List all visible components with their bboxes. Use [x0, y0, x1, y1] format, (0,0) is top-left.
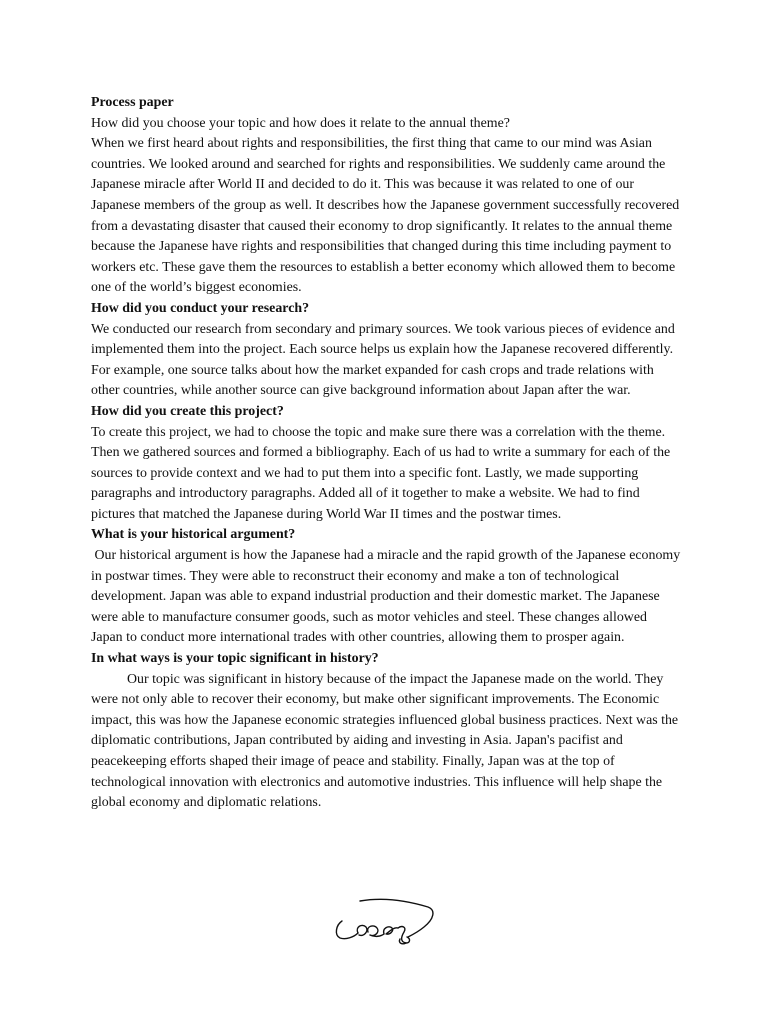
question-research: How did you conduct your research? [91, 300, 310, 316]
handwritten-signature-icon [328, 897, 438, 947]
answer-research: We conducted our research from secondary and primary sources. We took various pieces of evidence and implemented them into the project. Each source helps us explain how the Japanese recovered differently. For example, one source talks about how the market expanded for cash crops and trade relations with other countries, while another source can give background information about Japan after the war. [91, 321, 675, 399]
answer-project-creation: To create this project, we had to choose the topic and make sure there was a correlation with the theme. Then we gathered sources and formed a bibliography. Each of us had to write a summary for each of the sources to provide context and we had to put them into a specific font. Lastly, we made supporting paragraphs and introductory paragraphs. Added all of it together to make a website. We had to find pictures that matched the Japanese during World War II times and the postwar times. [91, 424, 671, 522]
question-project-creation: How did you create this project? [91, 403, 284, 419]
document-title: Process paper [91, 95, 174, 110]
question-significance: In what ways is your topic significant in history? [91, 651, 379, 667]
question-topic-choice: How did you choose your topic and how does it relate to the annual theme? [91, 115, 510, 131]
question-historical-argument: What is your historical argument? [91, 527, 296, 543]
answer-significance: Our topic was significant in history because of the impact the Japanese made on the world. They were not only able to recover their economy, but make other significant improvements. The Economic impact, this was how the Japanese economic strategies influenced global business practices. Next was the diplomatic contributions, Japan contributed by aiding and investing in Asia. Japan's pacifist and peacekeeping efforts shaped their image of peace and stability. Finally, Japan was at the top of technological innovation with electronics and automotive industries. This influence will help shape the global economy and diplomatic relations. [91, 671, 679, 811]
process-paper [91, 93, 684, 814]
answer-topic-choice: When we first heard about rights and responsibilities, the first thing that came to our mind was Asian countries. We looked around and searched for rights and responsibilities. We suddenly came around the Japanese miracle after World II and decided to do it. This was because it was related to one of our Japanese members of the group as well. It describes how the Japanese government successfully recovered from a devastating disaster that caused their economy to drop significantly. It relates to the annual theme because the Japanese have rights and responsibilities that changed during this time including payment to workers etc. These gave them the resources to establish a better economy which allowed them to become one of the world’s biggest economies. [91, 136, 680, 296]
answer-historical-argument: Our historical argument is how the Japanese had a miracle and the rapid growth of the Japanese economy in postwar times. They were able to reconstruct their economy and make a ton of technological development. Japan was able to expand industrial production and their domestic market. The Japanese were able to manufacture consumer goods, such as motor vehicles and steel. These changes allowed Japan to conduct more international trades with other countries, allowing them to prosper again. [91, 548, 684, 646]
